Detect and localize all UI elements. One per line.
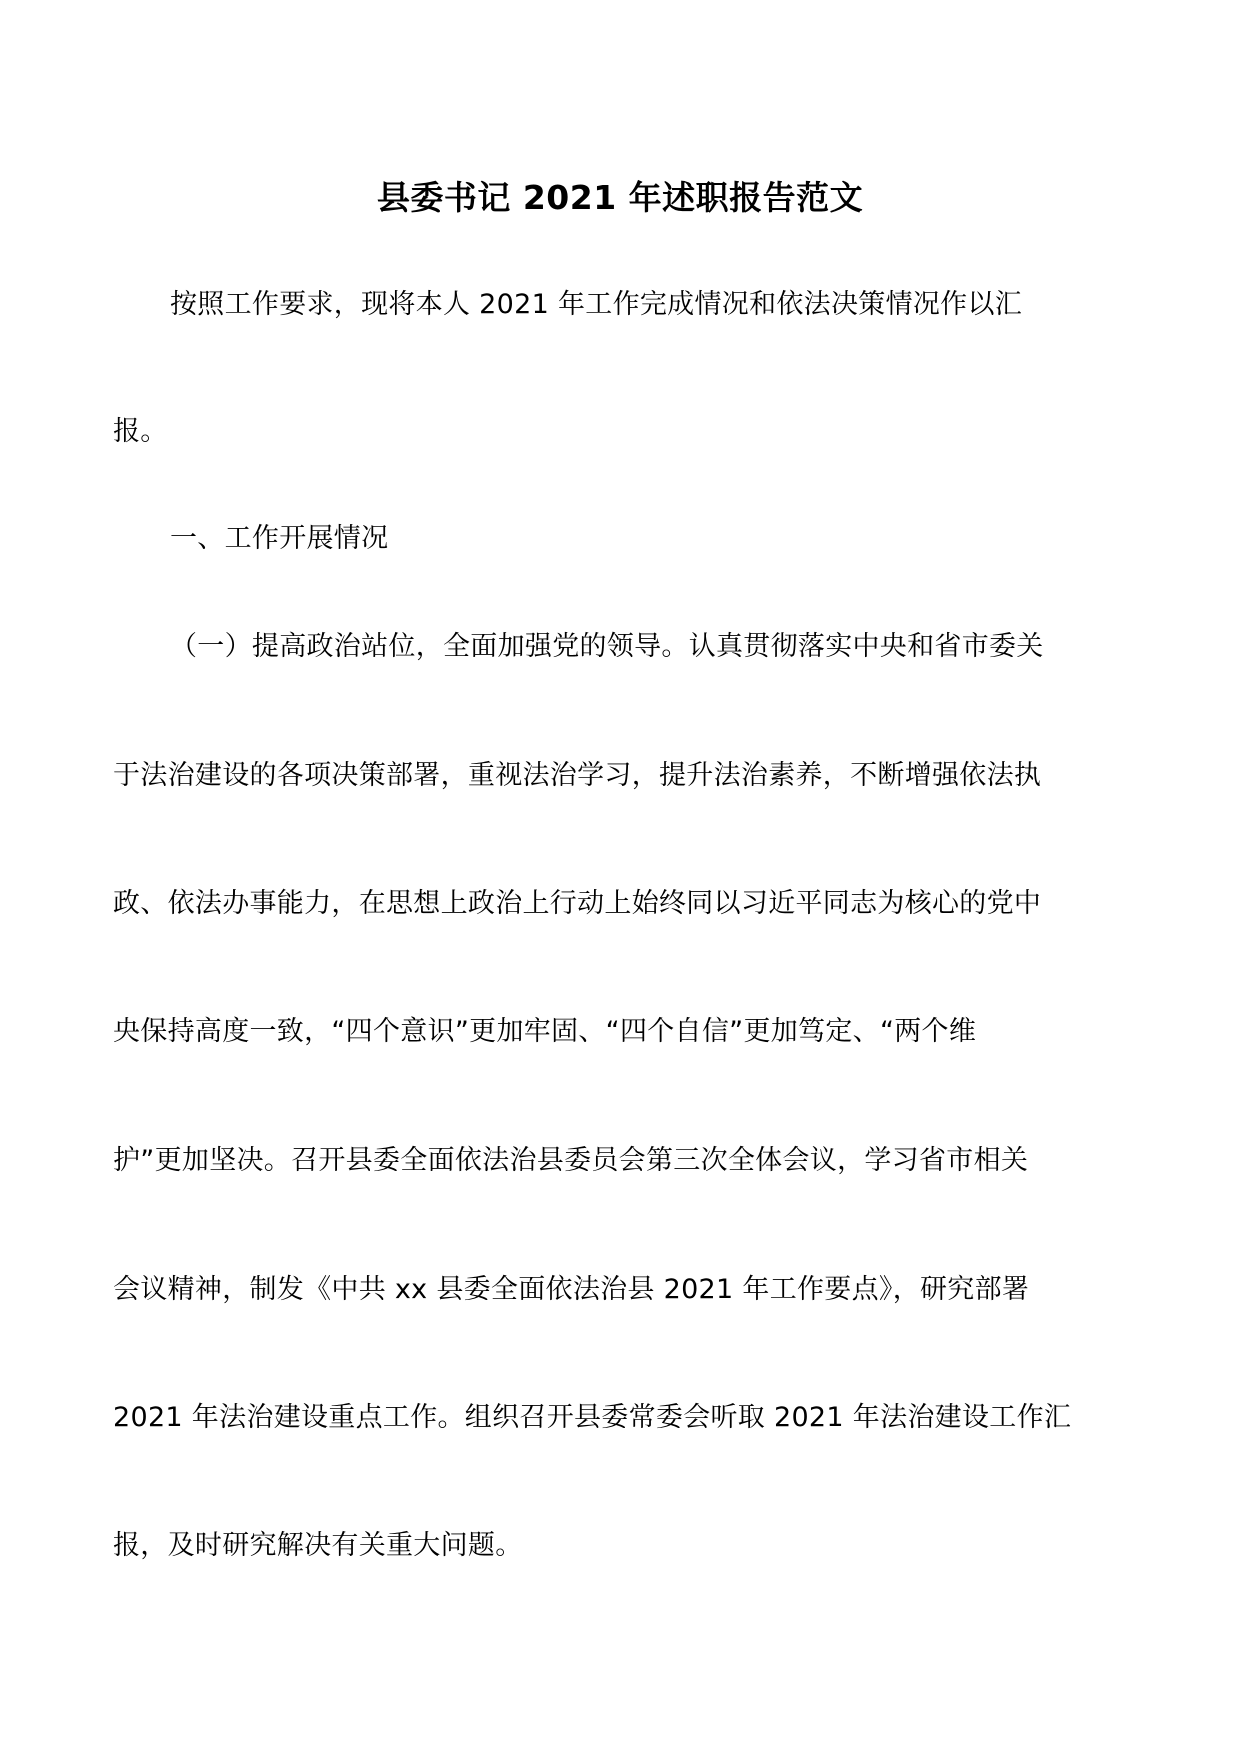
paragraph-line: 按照工作要求，现将本人 2021 年工作完成情况和依法决策情况作以汇 — [170, 289, 1023, 320]
paragraph-line: （一）提高政治站位，全面加强党的领导。认真贯彻落实中央和省市委关 — [170, 631, 1044, 662]
paragraph-line: 护”更加坚决。召开县委全面依法治县委员会第三次全体会议，学习省市相关 — [113, 1145, 1029, 1176]
section-heading: 一、工作开展情况 — [170, 523, 389, 554]
paragraph-line: 央保持高度一致，“四个意识”更加牢固、“四个自信”更加笃定、“两个维 — [113, 1016, 977, 1047]
paragraph-line: 报。 — [113, 416, 168, 447]
paragraph-line: 政、依法办事能力，在思想上政治上行动上始终同以习近平同志为核心的党中 — [113, 888, 1042, 919]
document-title: 县委书记 2021 年述职报告范文 — [376, 178, 864, 217]
paragraph-line: 2021 年法治建设重点工作。组织召开县委常委会听取 2021 年法治建设工作汇 — [113, 1402, 1072, 1433]
paragraph-line: 会议精神，制发《中共 xx 县委全面依法治县 2021 年工作要点》，研究部署 — [113, 1274, 1030, 1305]
paragraph-line: 报，及时研究解决有关重大问题。 — [113, 1530, 523, 1561]
paragraph-line: 于法治建设的各项决策部署，重视法治学习，提升法治素养，不断增强依法执 — [113, 760, 1042, 791]
